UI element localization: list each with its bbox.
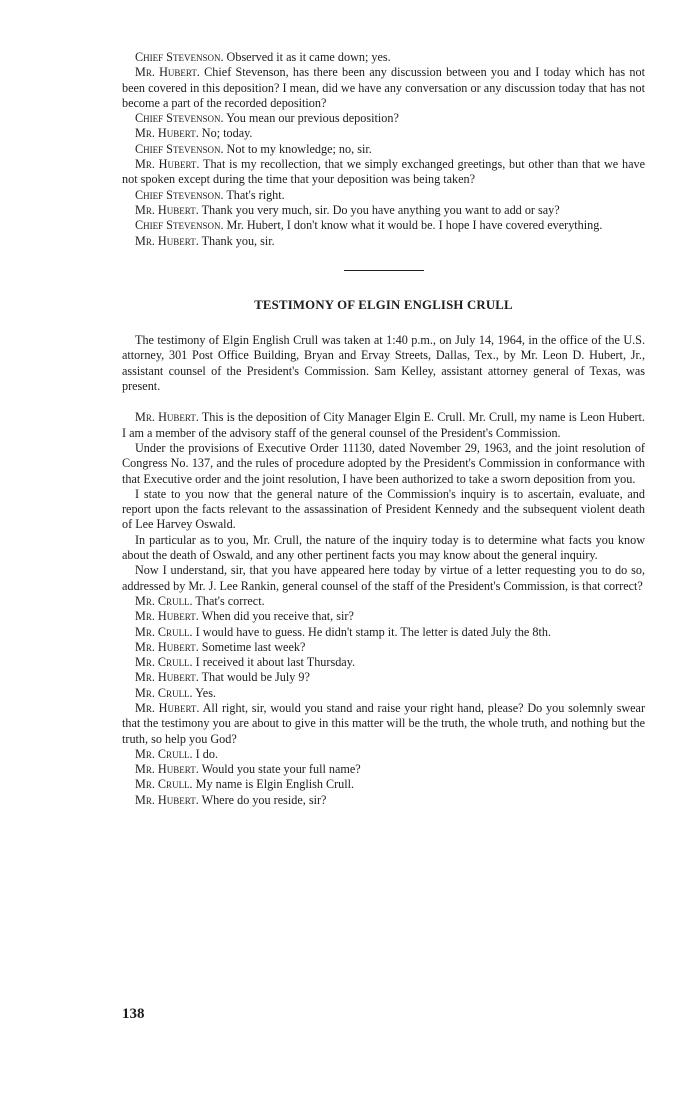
dialogue-text: Would you state your full name? xyxy=(198,762,361,777)
page-number: 138 xyxy=(122,1006,145,1022)
dialogue-paragraph xyxy=(122,625,645,640)
speaker-name: Chief Stevenson. xyxy=(135,111,224,126)
dialogue-paragraph xyxy=(122,701,645,747)
dialogue-text: That's correct. xyxy=(192,593,265,608)
dialogue-text: I do. xyxy=(192,746,218,761)
speaker-name: Mr. Hubert. xyxy=(135,639,199,654)
speaker-name: Mr. Hubert. xyxy=(135,700,200,715)
dialogue-paragraph xyxy=(122,218,645,233)
dialogue-paragraph xyxy=(122,142,645,157)
dialogue-paragraph xyxy=(122,234,645,249)
dialogue-text: In particular as to you, Mr. Crull, the nature of the inquiry today is to determine what facts you know about the death of Oswald, and any other pertinent facts you may know about the general inquiry. xyxy=(122,532,645,563)
intro-paragraph: The testimony of Elgin English Crull was taken at 1:40 p.m., on July 14, 1964, in the office of the U.S. attorney, 301 Post Office Building, Bryan and Ervay Streets, Dallas, Tex., by Mr. Leon D. Hubert, Jr., assistant counsel of the President's Commission. Sam Kelley, assistant attorney general of Texas, was present. xyxy=(122,333,645,394)
dialogue-paragraph xyxy=(122,533,645,564)
dialogue-text: Chief Stevenson, has there been any discussion between you and I today which has not been covered in this deposition? I mean, did we have any conversation or any discussion today that has not become a part of the recorded deposition? xyxy=(122,65,645,110)
dialogue-paragraph xyxy=(122,594,645,609)
dialogue-text: Thank you, sir. xyxy=(198,233,275,248)
speaker-name: Chief Stevenson. xyxy=(135,187,224,202)
section-heading: TESTIMONY OF ELGIN ENGLISH CRULL xyxy=(254,297,513,312)
dialogue-paragraph xyxy=(122,640,645,655)
transcript-page xyxy=(122,50,645,808)
dialogue-paragraph xyxy=(122,487,645,533)
speaker-name: Mr. Hubert. xyxy=(135,792,199,807)
dialogue-text: I would have to guess. He didn't stamp it. The letter is dated July the 8th. xyxy=(192,624,552,639)
dialogue-text: That is my recollection, that we simply exchanged greetings, but other than that we have not spoken except during the time that your deposition was being taken? xyxy=(122,157,645,187)
speaker-name: Mr. Crull. xyxy=(135,593,193,608)
dialogue-text: Where do you reside, sir? xyxy=(198,792,327,807)
speaker-name: Mr. Hubert. xyxy=(135,410,199,425)
dialogue-paragraph xyxy=(122,410,645,441)
dialogue-text: All right, sir, would you stand and raise your right hand, please? Do you solemnly swear that the testimony you are about to give in this matter will be the truth, the whole truth, and nothing but the truth, so help you God? xyxy=(122,700,645,746)
dialogue-text: That would be July 9? xyxy=(198,670,310,685)
dialogue-text: Not to my knowledge; no, sir. xyxy=(223,141,372,156)
speaker-name: Mr. Crull. xyxy=(135,655,193,670)
speaker-name: Mr. Crull. xyxy=(135,777,193,792)
speaker-name: Chief Stevenson. xyxy=(135,141,224,156)
dialogue-text: My name is Elgin English Crull. xyxy=(192,777,355,792)
previous-deposition-ending xyxy=(122,50,645,249)
dialogue-text: I state to you now that the general nature of the Commission's inquiry is to ascertain, evaluate, and report upon the facts relevant to the assassination of President Kennedy and the subsequent violent death of Lee Harvey Oswald. xyxy=(122,486,645,532)
dialogue-paragraph xyxy=(122,777,645,792)
dialogue-text: No; today. xyxy=(198,126,253,141)
speaker-name: Chief Stevenson. xyxy=(135,50,224,64)
dialogue-paragraph xyxy=(122,762,645,777)
dialogue-text: When did you receive that, sir? xyxy=(198,609,354,624)
section-divider xyxy=(344,270,424,271)
dialogue-paragraph xyxy=(122,203,645,218)
dialogue-paragraph xyxy=(122,65,645,111)
dialogue-paragraph xyxy=(122,126,645,141)
speaker-name: Mr. Hubert. xyxy=(135,65,200,80)
dialogue-text: Yes. xyxy=(192,685,216,700)
speaker-name: Chief Stevenson. xyxy=(135,218,224,233)
dialogue-paragraph xyxy=(122,670,645,685)
dialogue-paragraph xyxy=(122,441,645,487)
dialogue-text: This is the deposition of City Manager Elgin E. Crull. Mr. Crull, my name is Leon Hubert. I am a member of the advisory staff of the general counsel of the President's Commission. xyxy=(122,410,645,440)
speaker-name: Mr. Hubert. xyxy=(135,762,199,777)
speaker-name: Mr. Crull. xyxy=(135,685,193,700)
speaker-name: Mr. Hubert. xyxy=(135,157,200,172)
testimony-body xyxy=(122,410,645,808)
speaker-name: Mr. Crull. xyxy=(135,624,193,639)
dialogue-text: Now I understand, sir, that you have appeared here today by virtue of a letter requesting you to do so, addressed by Mr. J. Lee Rankin, general counsel of the staff of the President's Commission, is that correct? xyxy=(122,563,645,593)
dialogue-paragraph xyxy=(122,157,645,188)
speaker-name: Mr. Hubert. xyxy=(135,670,199,685)
speaker-name: Mr. Hubert. xyxy=(135,609,199,624)
dialogue-text: Thank you very much, sir. Do you have anything you want to add or say? xyxy=(198,202,560,217)
dialogue-paragraph xyxy=(122,747,645,762)
speaker-name: Mr. Hubert. xyxy=(135,126,199,141)
dialogue-paragraph xyxy=(122,793,645,808)
dialogue-paragraph xyxy=(122,686,645,701)
dialogue-paragraph xyxy=(122,563,645,594)
dialogue-text: Under the provisions of Executive Order 11130, dated November 29, 1963, and the joint resolution of Congress No. 137, and the rules of procedure adopted by the President's Commission in conformance with that Executive order and the joint resolution, I have been authorized to take a sworn deposition from you. xyxy=(122,440,645,486)
speaker-name: Mr. Hubert. xyxy=(135,233,199,248)
dialogue-paragraph xyxy=(122,111,645,126)
dialogue-text: Mr. Hubert, I don't know what it would be. I hope I have covered everything. xyxy=(223,218,603,233)
dialogue-paragraph xyxy=(122,655,645,670)
dialogue-paragraph xyxy=(122,609,645,624)
dialogue-text: That's right. xyxy=(223,187,285,202)
dialogue-text: I received it about last Thursday. xyxy=(192,655,356,670)
dialogue-text: Observed it as it came down; yes. xyxy=(223,50,391,64)
dialogue-text: Sometime last week? xyxy=(198,639,306,654)
speaker-name: Mr. Hubert. xyxy=(135,202,199,217)
dialogue-paragraph xyxy=(122,50,645,65)
speaker-name: Mr. Crull. xyxy=(135,746,193,761)
dialogue-text: You mean our previous deposition? xyxy=(223,111,399,126)
dialogue-paragraph xyxy=(122,188,645,203)
